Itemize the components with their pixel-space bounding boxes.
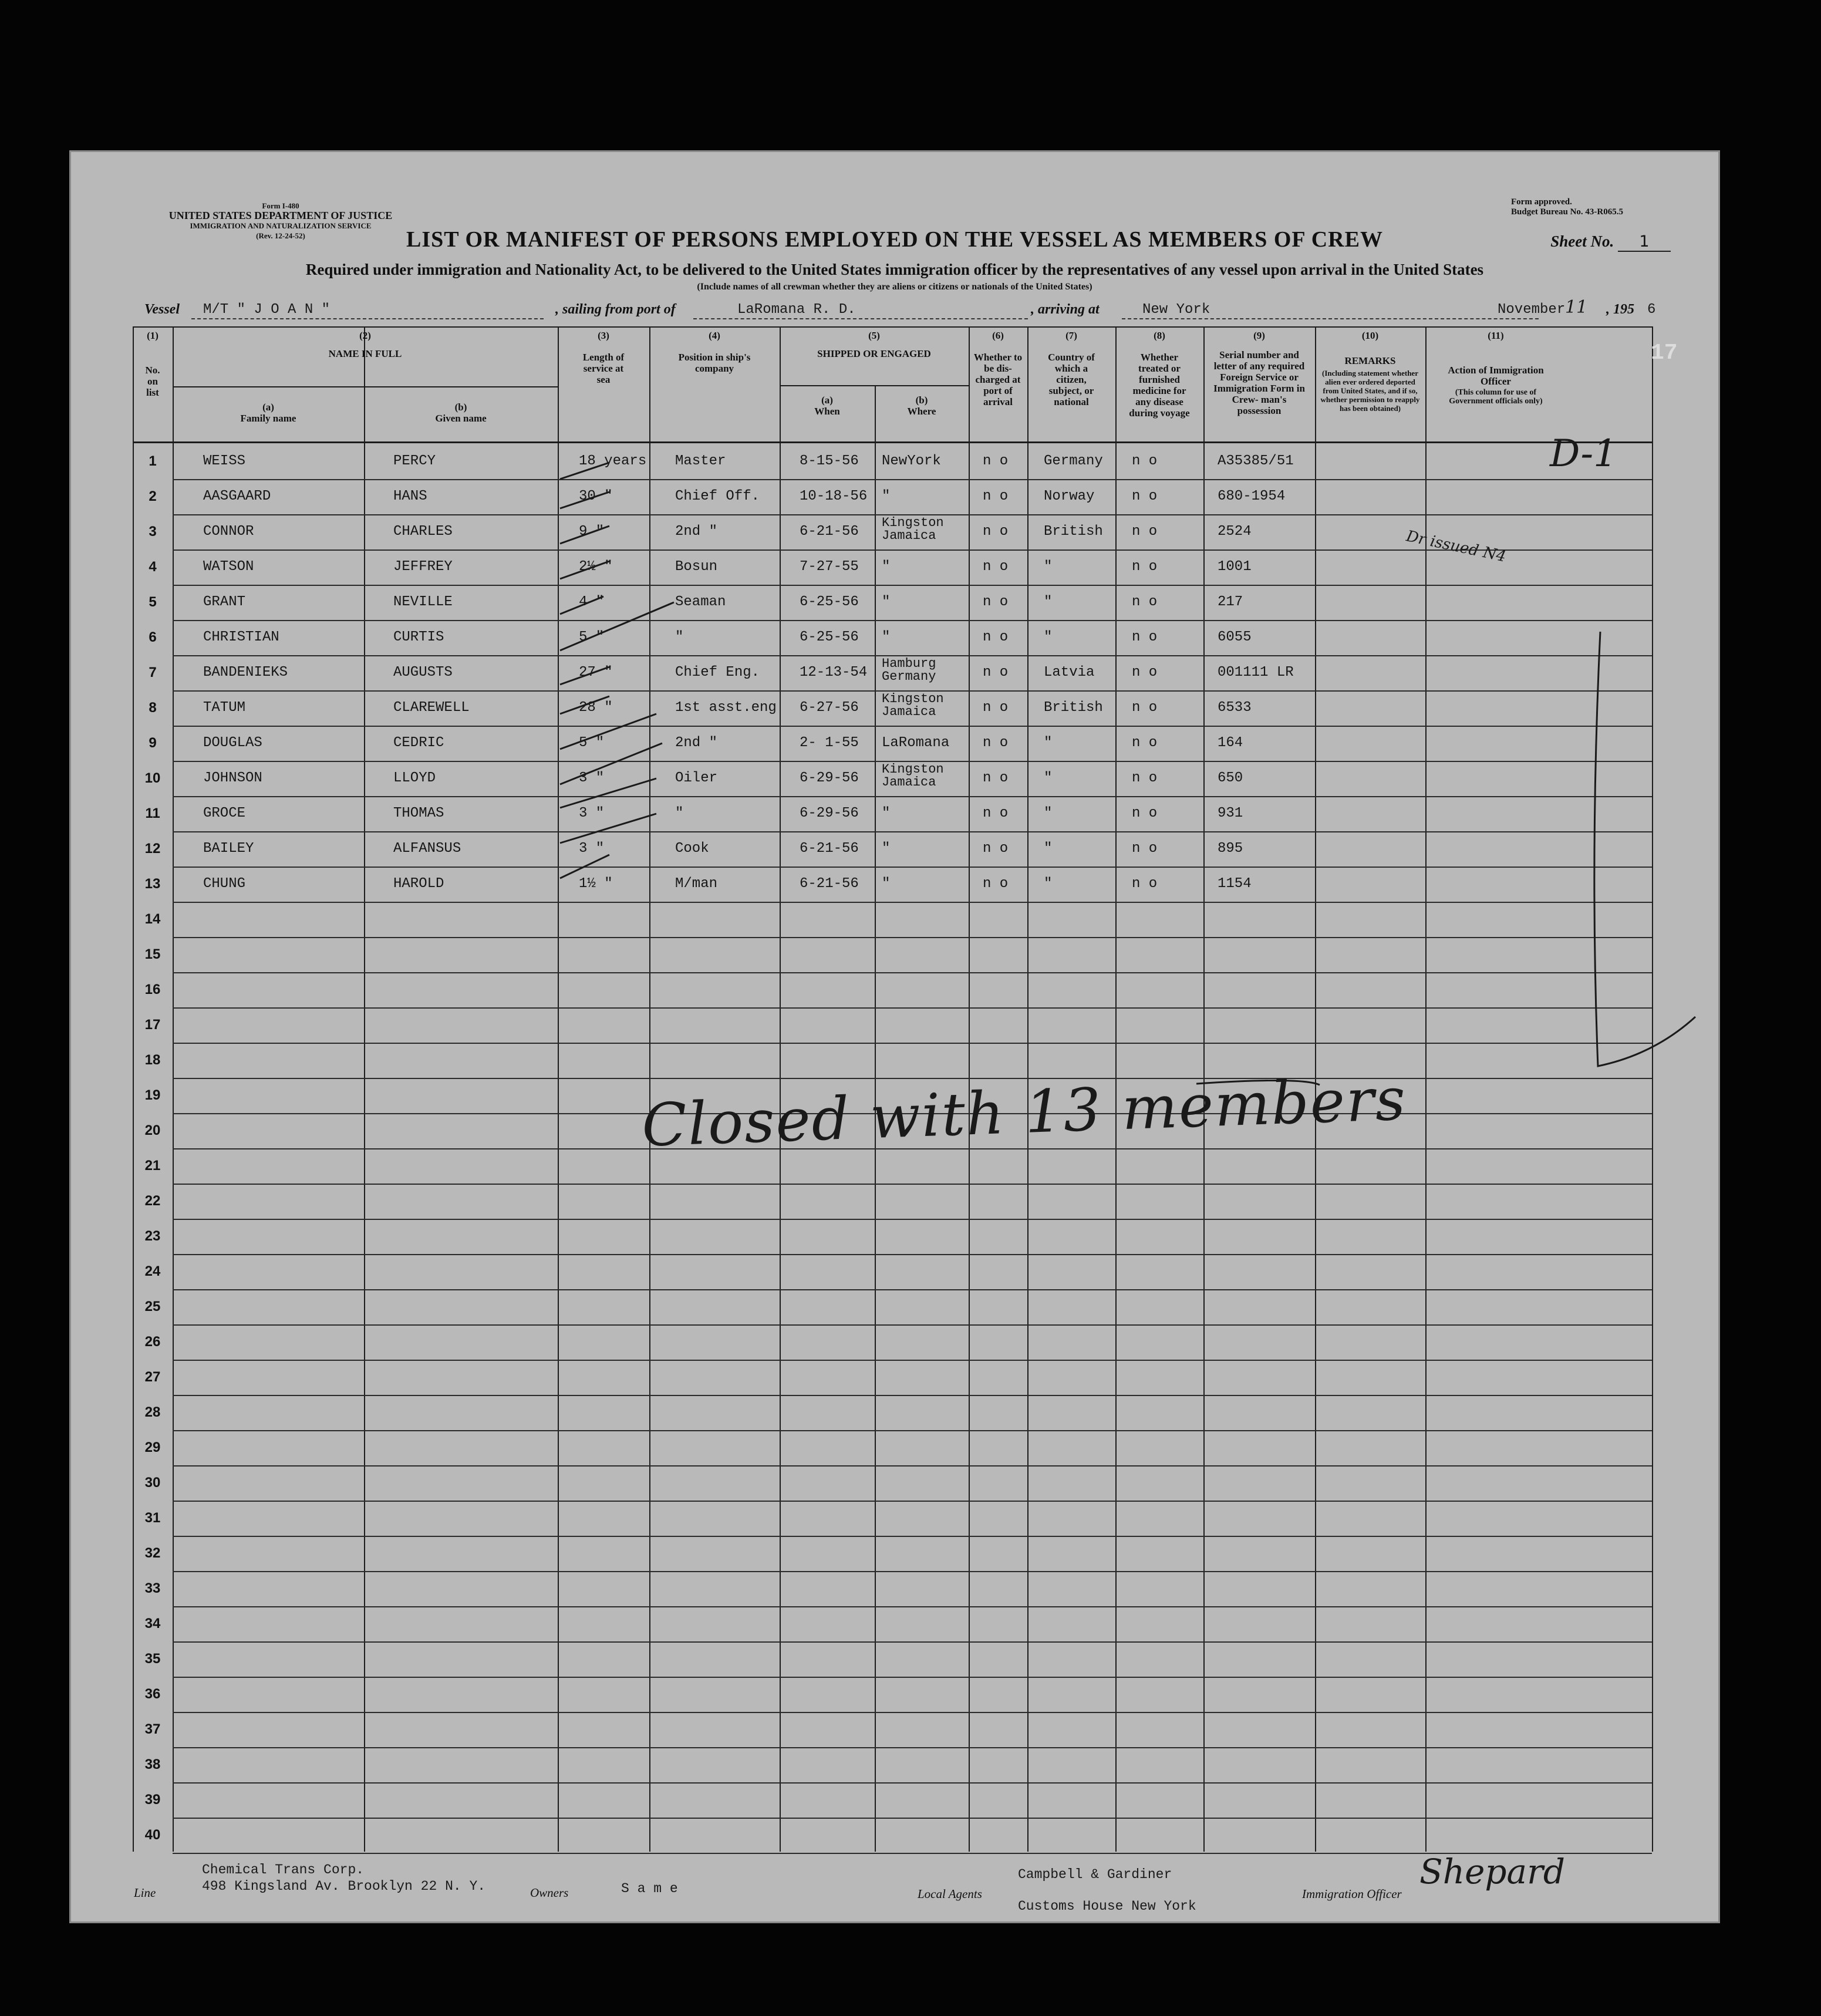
crew-when: 6-21-56 xyxy=(800,876,859,892)
row-number: 21 xyxy=(144,1158,161,1174)
crew-family: TATUM xyxy=(203,700,246,716)
col-action-header: (11) Action of Immigration Officer (This column for use of Government officials only) xyxy=(1448,330,1544,406)
form-approved: Form approved. xyxy=(1511,197,1572,207)
row-number: 2 xyxy=(149,488,157,504)
crew-service: 3 " xyxy=(579,805,605,821)
crew-family: DOUGLAS xyxy=(203,735,262,751)
crew-when: 7-27-55 xyxy=(800,559,859,575)
crew-country: Germany xyxy=(1044,453,1103,469)
crew-position: M/man xyxy=(675,876,718,892)
crew-serial: 1001 xyxy=(1218,559,1252,575)
crew-serial: 1154 xyxy=(1218,876,1252,892)
row-number: 6 xyxy=(149,629,157,645)
crew-medicine: n o xyxy=(1132,700,1158,716)
row-number: 20 xyxy=(144,1122,161,1138)
row-number: 36 xyxy=(144,1686,161,1702)
crew-medicine: n o xyxy=(1132,876,1158,892)
crew-where: " xyxy=(882,805,891,821)
row-number: 16 xyxy=(144,982,161,997)
form-number: Form I-480 xyxy=(262,201,299,210)
arrival-month: November xyxy=(1498,302,1566,318)
col-position-header: (4) Position in ship's company xyxy=(678,330,751,374)
crew-medicine: n o xyxy=(1132,805,1158,821)
crew-given: ALFANSUS xyxy=(393,841,461,857)
crew-country: " xyxy=(1044,876,1053,892)
crew-family: CHUNG xyxy=(203,876,246,892)
crew-where: " xyxy=(882,594,891,610)
year-prefix: , 195 xyxy=(1606,302,1634,317)
crew-given: AUGUSTS xyxy=(393,665,453,680)
officer-label: Immigration Officer xyxy=(1302,1887,1402,1901)
crew-serial: 217 xyxy=(1218,594,1243,610)
crew-service: 1½ " xyxy=(579,876,613,892)
service-name: IMMIGRATION AND NATURALIZATION SERVICE xyxy=(190,221,372,230)
col-service-header: (3) Length of service at sea xyxy=(582,330,625,385)
col-country-header: (7) Country of which a citizen, subject, or national xyxy=(1048,330,1095,407)
crew-when: 2- 1-55 xyxy=(800,735,859,751)
crew-country: Latvia xyxy=(1044,665,1095,680)
row-number: 37 xyxy=(144,1721,161,1737)
voyage-line xyxy=(144,297,1659,324)
row-number: 33 xyxy=(144,1580,161,1596)
crew-given: CEDRIC xyxy=(393,735,444,751)
crew-position: Bosun xyxy=(675,559,718,575)
crew-when: 6-21-56 xyxy=(800,524,859,540)
crew-country: Norway xyxy=(1044,488,1095,504)
row-number: 18 xyxy=(144,1052,161,1068)
crew-when: 6-25-56 xyxy=(800,594,859,610)
crew-service: 9 " xyxy=(579,524,605,540)
crew-serial: 6533 xyxy=(1218,700,1252,716)
crew-serial: 164 xyxy=(1218,735,1243,751)
row-number: 11 xyxy=(145,805,160,821)
crew-discharged: n o xyxy=(983,453,1009,469)
row-number: 1 xyxy=(149,453,157,469)
crew-discharged: n o xyxy=(983,629,1009,645)
crew-serial: 001111 LR xyxy=(1218,665,1294,680)
crew-service: 27 " xyxy=(579,665,613,680)
crew-service: 5 " xyxy=(579,629,605,645)
crew-family: WEISS xyxy=(203,453,246,469)
port-from: LaRomana R. D. xyxy=(737,302,856,318)
col-serial-header: (9) Serial number and letter of any required Foreign Service or Immigration Form in Crew- man's possession xyxy=(1213,330,1305,416)
vessel-name: M/T " J O A N " xyxy=(203,302,331,318)
crew-position: Seaman xyxy=(675,594,726,610)
row-number: 12 xyxy=(144,841,161,857)
row-number: 10 xyxy=(144,770,161,786)
crew-service: 3 " xyxy=(579,841,605,857)
crew-when: 6-25-56 xyxy=(800,629,859,645)
crew-medicine: n o xyxy=(1132,735,1158,751)
crew-country: " xyxy=(1044,735,1053,751)
crew-family: JOHNSON xyxy=(203,770,262,786)
col-no-header: (1) No. on list xyxy=(145,330,160,398)
crew-discharged: n o xyxy=(983,665,1009,680)
crew-family: CONNOR xyxy=(203,524,254,540)
agents-address: Customs House New York xyxy=(1018,1899,1196,1914)
action-mark: D-1 xyxy=(1550,432,1617,476)
crew-family: BAILEY xyxy=(203,841,254,857)
crew-given: CURTIS xyxy=(393,629,444,645)
crew-medicine: n o xyxy=(1132,594,1158,610)
crew-medicine: n o xyxy=(1132,770,1158,786)
col-discharged-header: (6) Whether to be dis- charged at port of arrival xyxy=(973,330,1023,407)
col-medicine-header: (8) Whether treated or furnished medicine for any disease during voyage xyxy=(1129,330,1190,419)
checkmark-strokes xyxy=(69,326,1720,1852)
arrival-day: 11 xyxy=(1565,297,1588,318)
crew-given: PERCY xyxy=(393,453,436,469)
row-number: 26 xyxy=(144,1334,161,1350)
crew-serial: 650 xyxy=(1218,770,1243,786)
crew-service: 2½ " xyxy=(579,559,613,575)
row-number: 17 xyxy=(144,1017,161,1033)
line-address: 498 Kingsland Av. Brooklyn 22 N. Y. xyxy=(202,1879,486,1894)
crew-serial: 680-1954 xyxy=(1218,488,1286,504)
officer-signature: Shepard xyxy=(1419,1852,1565,1892)
crew-where: " xyxy=(882,488,891,504)
owners-value: S a m e xyxy=(621,1881,678,1896)
crew-country: " xyxy=(1044,805,1053,821)
row-number: 24 xyxy=(144,1263,161,1279)
crew-when: 10-18-56 xyxy=(800,488,868,504)
crew-service: 30 " xyxy=(579,488,613,504)
crew-when: 12-13-54 xyxy=(800,665,868,680)
crew-given: HAROLD xyxy=(393,876,444,892)
crew-given: NEVILLE xyxy=(393,594,453,610)
crew-position: 2nd " xyxy=(675,524,718,540)
owners-label: Owners xyxy=(530,1886,569,1900)
crew-service: 5 " xyxy=(579,735,605,751)
row-number: 9 xyxy=(149,735,157,751)
crew-position: 1st asst.eng xyxy=(675,700,777,716)
crew-serial: 931 xyxy=(1218,805,1243,821)
row-number: 28 xyxy=(144,1404,161,1420)
row-number: 25 xyxy=(144,1299,161,1314)
crew-country: British xyxy=(1044,524,1103,540)
crew-serial: 2524 xyxy=(1218,524,1252,540)
crew-when: 6-29-56 xyxy=(800,805,859,821)
crew-where: " xyxy=(882,841,891,857)
crew-family: GRANT xyxy=(203,594,246,610)
revision-date: (Rev. 12-24-52) xyxy=(256,231,305,240)
row-number: 29 xyxy=(144,1439,161,1455)
sheet-number xyxy=(1550,232,1671,252)
crew-medicine: n o xyxy=(1132,488,1158,504)
row-number: 3 xyxy=(149,524,157,540)
row-number: 34 xyxy=(144,1616,161,1631)
crew-when: 6-21-56 xyxy=(800,841,859,857)
row-number: 35 xyxy=(144,1651,161,1667)
col-where-header: (b) Where xyxy=(907,395,936,417)
row-number: 8 xyxy=(149,700,157,716)
crew-position: " xyxy=(675,805,684,821)
crew-family: CHRISTIAN xyxy=(203,629,279,645)
crew-given: CLAREWELL xyxy=(393,700,470,716)
crew-given: LLOYD xyxy=(393,770,436,786)
crew-given: HANS xyxy=(393,488,427,504)
row-number: 22 xyxy=(144,1193,161,1209)
col-shipped-header: (5) SHIPPED OR ENGAGED xyxy=(817,330,931,359)
approval-block xyxy=(1511,197,1687,217)
row-number: 30 xyxy=(144,1475,161,1491)
crew-serial: 895 xyxy=(1218,841,1243,857)
arriving-label: , arriving at xyxy=(1031,302,1100,317)
crew-where: Kingston Jamaica xyxy=(882,515,944,543)
row-number: 4 xyxy=(149,559,157,575)
port-to: New York xyxy=(1142,302,1210,318)
crew-where: Kingston Jamaica xyxy=(882,692,944,719)
row-number: 5 xyxy=(149,594,157,610)
crew-medicine: n o xyxy=(1132,629,1158,645)
crew-discharged: n o xyxy=(983,735,1009,751)
crew-serial: A35385/51 xyxy=(1218,453,1294,469)
crew-position: Master xyxy=(675,453,726,469)
agency-name: UNITED STATES DEPARTMENT OF JUSTICE xyxy=(168,210,393,221)
row-number: 31 xyxy=(144,1510,161,1526)
row-number: 7 xyxy=(149,665,157,680)
crew-given: CHARLES xyxy=(393,524,453,540)
agents-name: Campbell & Gardiner xyxy=(1018,1867,1172,1882)
crew-discharged: n o xyxy=(983,488,1009,504)
crew-country: " xyxy=(1044,841,1053,857)
form-title: LIST OR MANIFEST OF PERSONS EMPLOYED ON THE VESSEL AS MEMBERS OF CREW xyxy=(406,227,1383,252)
row-number: 14 xyxy=(144,911,161,927)
agents-label: Local Agents xyxy=(918,1887,982,1901)
row-number: 32 xyxy=(144,1545,161,1561)
crew-given: JEFFREY xyxy=(393,559,453,575)
row-number: 23 xyxy=(144,1228,161,1244)
crew-serial: 6055 xyxy=(1218,629,1252,645)
page-number: 17 xyxy=(1651,341,1678,366)
crew-discharged: n o xyxy=(983,841,1009,857)
crew-where: " xyxy=(882,876,891,892)
crew-where: LaRomana xyxy=(882,735,950,751)
crew-country: " xyxy=(1044,594,1053,610)
crew-position: " xyxy=(675,629,684,645)
crew-medicine: n o xyxy=(1132,665,1158,680)
crew-position: Chief Off. xyxy=(675,488,760,504)
row-number: 39 xyxy=(144,1792,161,1808)
crew-discharged: n o xyxy=(983,805,1009,821)
col-given-header: (b) Given name xyxy=(435,402,487,424)
crew-where: " xyxy=(882,629,891,645)
crew-when: 6-29-56 xyxy=(800,770,859,786)
crew-where: Kingston Jamaica xyxy=(882,762,944,790)
form-note: (Include names of all crewman whether they are aliens or citizens or nationals of the United States) xyxy=(697,282,1092,292)
crew-family: GROCE xyxy=(203,805,246,821)
crew-discharged: n o xyxy=(983,594,1009,610)
sailing-label: , sailing from port of xyxy=(555,302,676,317)
crew-service: 28 " xyxy=(579,700,613,716)
year-digit: 6 xyxy=(1647,302,1656,318)
crew-country: " xyxy=(1044,770,1053,786)
crew-when: 8-15-56 xyxy=(800,453,859,469)
crew-medicine: n o xyxy=(1132,524,1158,540)
crew-medicine: n o xyxy=(1132,559,1158,575)
row-number: 27 xyxy=(144,1369,161,1385)
vessel-label: Vessel xyxy=(144,302,180,317)
manifest-footer xyxy=(69,1852,1720,1922)
crew-discharged: n o xyxy=(983,559,1009,575)
manifest-page xyxy=(69,150,1720,1923)
crew-service: 4 " xyxy=(579,594,605,610)
crew-table xyxy=(69,326,1720,1852)
crew-family: BANDENIEKS xyxy=(203,665,288,680)
crew-service: 18 years xyxy=(579,453,647,469)
crew-discharged: n o xyxy=(983,524,1009,540)
line-label: Line xyxy=(134,1886,156,1900)
crew-family: WATSON xyxy=(203,559,254,575)
sheet-label: Sheet No. xyxy=(1550,232,1614,250)
crew-country: " xyxy=(1044,629,1053,645)
crew-service: 3 " xyxy=(579,770,605,786)
form-subtitle: Required under immigration and Nationality Act, to be delivered to the United States immigration officer by the representatives of any vessel upon arrival in the United States xyxy=(305,261,1484,278)
row-number: 15 xyxy=(144,946,161,962)
col-name-header: (2) NAME IN FULL xyxy=(328,330,402,359)
row-number: 40 xyxy=(144,1827,161,1843)
remark-note: Dr issued N4 xyxy=(1404,527,1508,566)
crew-where: NewYork xyxy=(882,453,941,469)
crew-position: Cook xyxy=(675,841,709,857)
row-number: 38 xyxy=(144,1757,161,1772)
crew-family: AASGAARD xyxy=(203,488,271,504)
crew-when: 6-27-56 xyxy=(800,700,859,716)
crew-position: Chief Eng. xyxy=(675,665,760,680)
line-company: Chemical Trans Corp. xyxy=(202,1862,365,1877)
row-number: 13 xyxy=(144,876,161,892)
crew-country: British xyxy=(1044,700,1103,716)
closed-note: Closed with 13 members xyxy=(640,1064,1408,1160)
col-when-header: (a) When xyxy=(814,395,840,417)
crew-where: " xyxy=(882,559,891,575)
crew-country: " xyxy=(1044,559,1053,575)
sheet-value: 1 xyxy=(1618,232,1671,252)
crew-position: 2nd " xyxy=(675,735,718,751)
col-remarks-header: (10) REMARKS (Including statement whether alien ever ordered deported from United States, and if so, whether permission to reapply has been obtained) xyxy=(1320,330,1420,413)
crew-medicine: n o xyxy=(1132,453,1158,469)
crew-given: THOMAS xyxy=(393,805,444,821)
crew-discharged: n o xyxy=(983,770,1009,786)
col-family-header: (a) Family name xyxy=(240,402,296,424)
crew-where: Hamburg Germany xyxy=(882,656,936,684)
crew-position: Oiler xyxy=(675,770,718,786)
row-number: 19 xyxy=(144,1087,161,1103)
crew-medicine: n o xyxy=(1132,841,1158,857)
budget-bureau: Budget Bureau No. 43-R065.5 xyxy=(1511,207,1623,217)
crew-discharged: n o xyxy=(983,876,1009,892)
crew-discharged: n o xyxy=(983,700,1009,716)
